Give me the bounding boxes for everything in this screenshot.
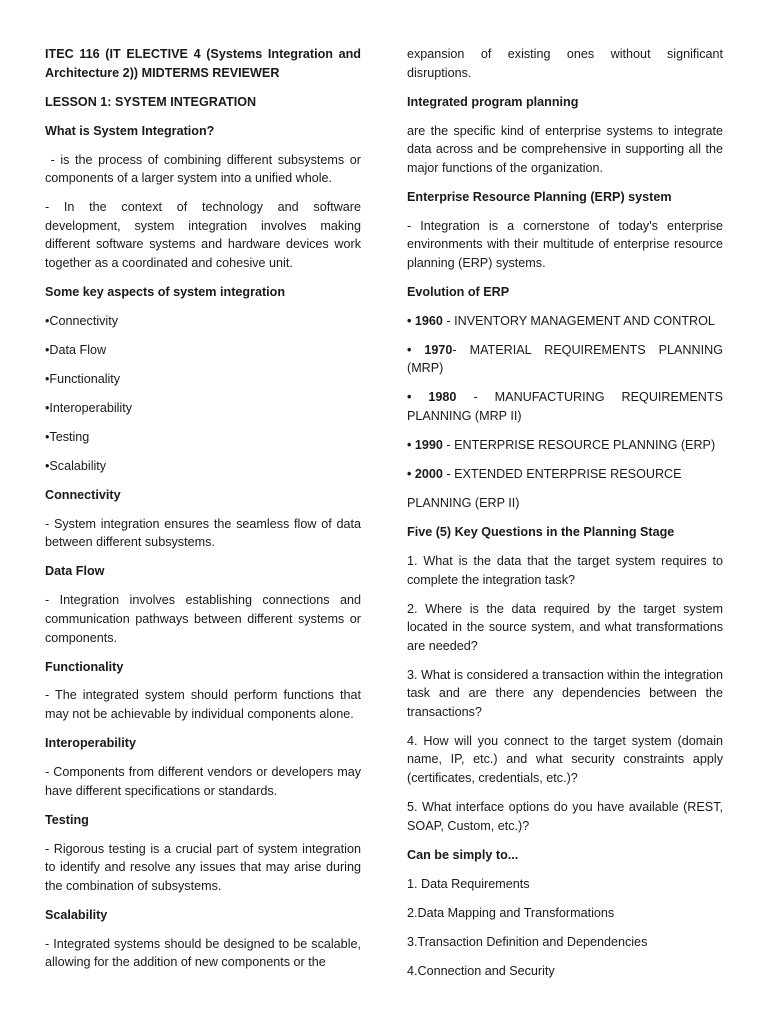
aspects-heading: Some key aspects of system integration: [45, 284, 286, 299]
integrated-planning-text: are the specific kind of enterprise systems to integrate data across and be comprehensive in supporting all the major functions of the organization.: [407, 123, 723, 175]
evolution-text: - EXTENDED ENTERPRISE RESOURCE: [442, 467, 682, 481]
erp-heading: Enterprise Resource Planning (ERP) system: [407, 189, 672, 204]
evolution-text: - INVENTORY MANAGEMENT AND CONTROL: [442, 313, 715, 328]
simply-item: 2.Data Mapping and Transformations: [407, 905, 615, 920]
question-item: 5. What interface options do you have available (REST, SOAP, Custom, etc.)?: [407, 800, 723, 833]
continued-text: expansion of existing ones without significant disruptions.: [407, 47, 723, 80]
dataflow-heading: Data Flow: [45, 564, 105, 579]
lesson-heading: LESSON 1: SYSTEM INTEGRATION: [45, 94, 257, 109]
question-item: 3. What is considered a transaction within the integration task and are there any dependencies between the transactions?: [407, 667, 723, 719]
aspect-item: •Connectivity: [45, 313, 119, 328]
aspect-item: •Testing: [45, 429, 90, 444]
functionality-text: - The integrated system should perform functions that may not be achievable by individual components alone.: [45, 688, 361, 722]
five-questions-heading: Five (5) Key Questions in the Planning Stage: [407, 524, 675, 539]
right-column: [407, 45, 727, 991]
aspect-item: •Interoperability: [45, 400, 133, 415]
simply-heading: Can be simply to...: [407, 847, 519, 862]
evolution-item: [407, 312, 723, 331]
what-is-heading: What is System Integration?: [45, 123, 215, 138]
evolution-tail: PLANNING (ERP II): [407, 495, 520, 510]
context-paragraph: - In the context of technology and software development, system integration involves making different software systems and hardware devices work together as a coordinated and cohesive unit.: [45, 200, 361, 270]
aspect-item: •Scalability: [45, 458, 107, 473]
connectivity-heading: Connectivity: [45, 487, 121, 502]
evolution-item: [407, 341, 723, 378]
evolution-year: • 2000: [407, 467, 443, 481]
definition-paragraph: - is the process of combining different subsystems or components of a larger system into a unified whole.: [45, 152, 365, 186]
testing-heading: Testing: [45, 812, 89, 827]
evolution-item: [407, 436, 723, 455]
evolution-year: • 1960: [407, 313, 443, 328]
evolution-year: • 1980: [407, 390, 457, 405]
evolution-text: - MANUFACTURING REQUIREMENTS PLANNING (MRP II): [407, 390, 727, 424]
aspect-item: •Functionality: [45, 371, 121, 386]
interoperability-text: - Components from different vendors or developers may have different specifications or standards.: [45, 765, 361, 798]
functionality-heading: Functionality: [45, 659, 124, 674]
aspect-item: •Data Flow: [45, 342, 107, 357]
question-item: 1. What is the data that the target system requires to complete the integration task?: [407, 553, 723, 587]
question-item: 4. How will you connect to the target system (domain name, IP, etc.) and what security constraints apply (certificates, credentials, etc.)?: [407, 733, 723, 786]
left-column: [45, 45, 365, 982]
connectivity-text: - System integration ensures the seamless flow of data between different subsystems.: [45, 516, 361, 550]
testing-text: - Rigorous testing is a crucial part of system integration to identify and resolve any issues that may arise during the combination of subsystems.: [45, 841, 361, 893]
scalability-text: - Integrated systems should be designed to be scalable, allowing for the addition of new components or the: [45, 936, 361, 970]
evolution-text: - ENTERPRISE RESOURCE PLANNING (ERP): [442, 438, 716, 453]
scalability-heading: Scalability: [45, 907, 108, 922]
simply-item: 4.Connection and Security: [407, 963, 555, 978]
erp-text: - Integration is a cornerstone of today's enterprise environments with their multitude of enterprise resource planning (ERP) systems.: [407, 218, 723, 270]
interoperability-heading: Interoperability: [45, 736, 136, 751]
integrated-planning-heading: Integrated program planning: [407, 94, 579, 109]
evolution-heading: Evolution of ERP: [407, 284, 510, 299]
question-item: 2. Where is the data required by the target system located in the source system, and what transformations are needed?: [407, 601, 723, 653]
simply-item: 1. Data Requirements: [407, 876, 530, 891]
evolution-text: - MATERIAL REQUIREMENTS PLANNING (MRP): [407, 342, 723, 376]
evolution-year: • 1990: [407, 438, 443, 453]
evolution-item: [407, 388, 727, 425]
evolution-year: • 1970: [407, 342, 453, 357]
dataflow-text: - Integration involves establishing connections and communication pathways between different systems or components.: [45, 593, 361, 645]
simply-item: 3.Transaction Definition and Dependencies: [407, 934, 648, 949]
document-title: ITEC 116 (IT ELECTIVE 4 (Systems Integration and Architecture 2)) MIDTERMS REVIEWER: [45, 47, 361, 80]
evolution-item: [407, 465, 723, 484]
